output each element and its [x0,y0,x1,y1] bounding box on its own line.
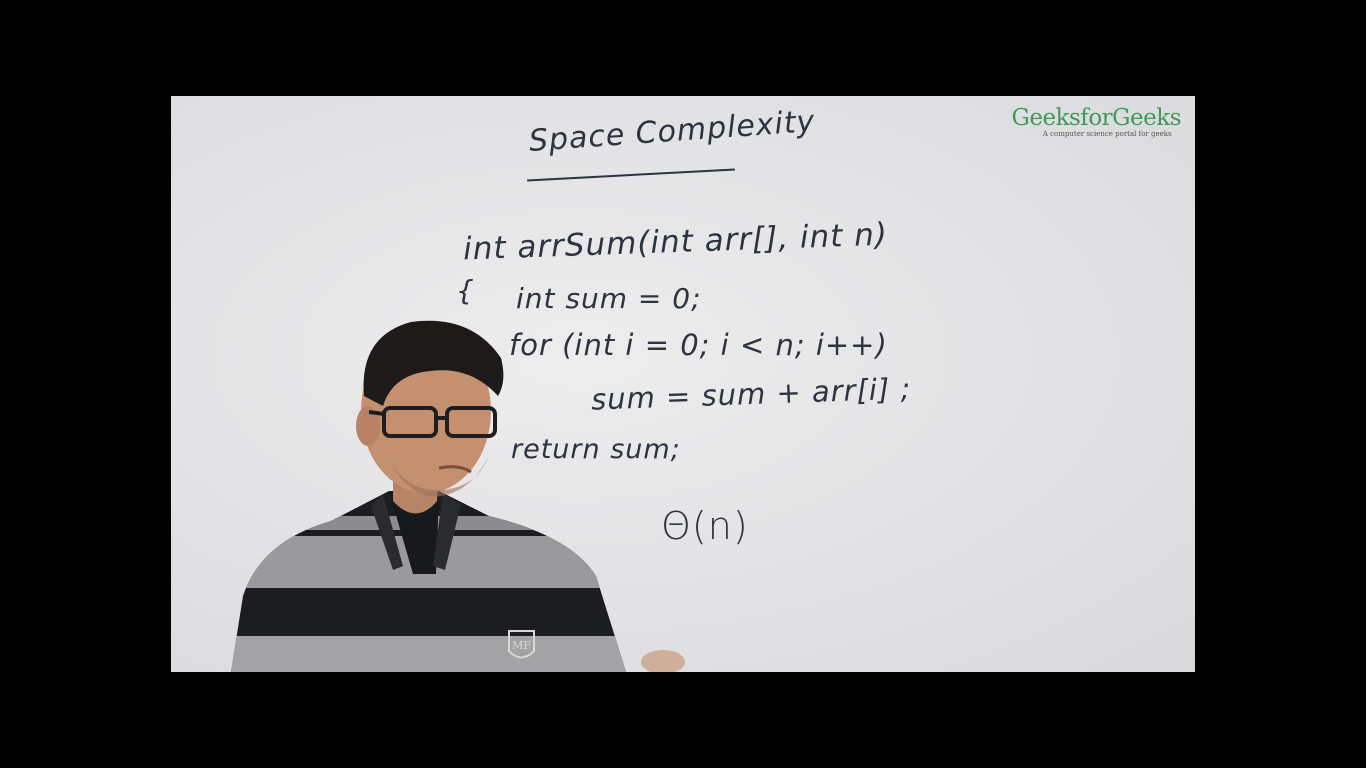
code-line-signature: int arrSum(int arr[], int n) [462,216,889,268]
shirt-badge-text: MF [512,639,531,652]
hand [641,650,685,672]
complexity-result: Θ(n) [661,504,749,548]
video-frame[interactable] [171,96,1195,672]
code-line-return: return sum; [511,434,681,465]
whiteboard-title: Space Complexity [527,104,817,159]
code-line-accumulate: sum = sum + arr[i] ; [590,371,912,417]
presenter-figure [171,96,1195,672]
code-line-for-loop: for (int i = 0; i < n; i++) [509,328,888,362]
logo-tagline: A computer science portal for geeks [1042,130,1172,138]
code-line-declare-sum: int sum = 0; [516,282,702,315]
logo-title: GeeksforGeeks [1011,105,1181,131]
code-line-open-brace: { [456,274,475,307]
